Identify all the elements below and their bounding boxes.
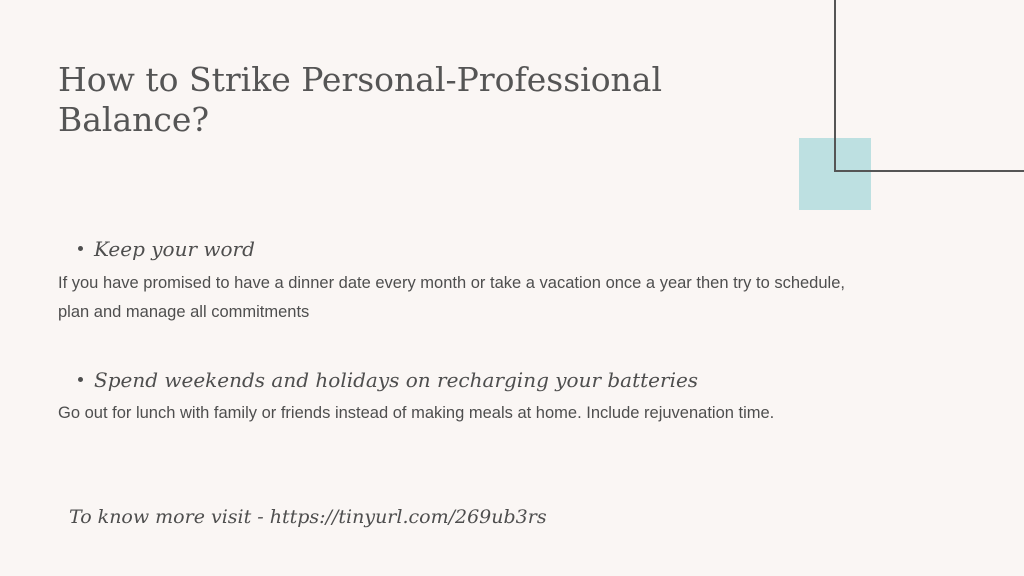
bullet-body-keep-word: If you have promised to have a dinner date every month or take a vacation once a year then try to schedule, plan and manage all commitments — [58, 274, 845, 321]
bullet-heading-text: Keep your word — [94, 237, 255, 261]
bullet-body-weekends: Go out for lunch with family or friends instead of making meals at home. Include rejuvenation time. — [58, 404, 775, 422]
footer-visit-link[interactable]: To know more visit - https://tinyurl.com/269ub3rs — [69, 506, 547, 528]
bullet-heading-keep-word — [78, 236, 255, 262]
bullet-dot-icon — [78, 246, 83, 251]
bullet-heading-weekends — [78, 367, 698, 393]
bullet-heading-text: Spend weekends and holidays on recharging your batteries — [94, 368, 699, 392]
decorative-frame-lines — [834, 0, 1024, 172]
slide-title: How to Strike Personal-Professional Balance? — [58, 60, 663, 139]
bullet-dot-icon — [78, 377, 83, 382]
